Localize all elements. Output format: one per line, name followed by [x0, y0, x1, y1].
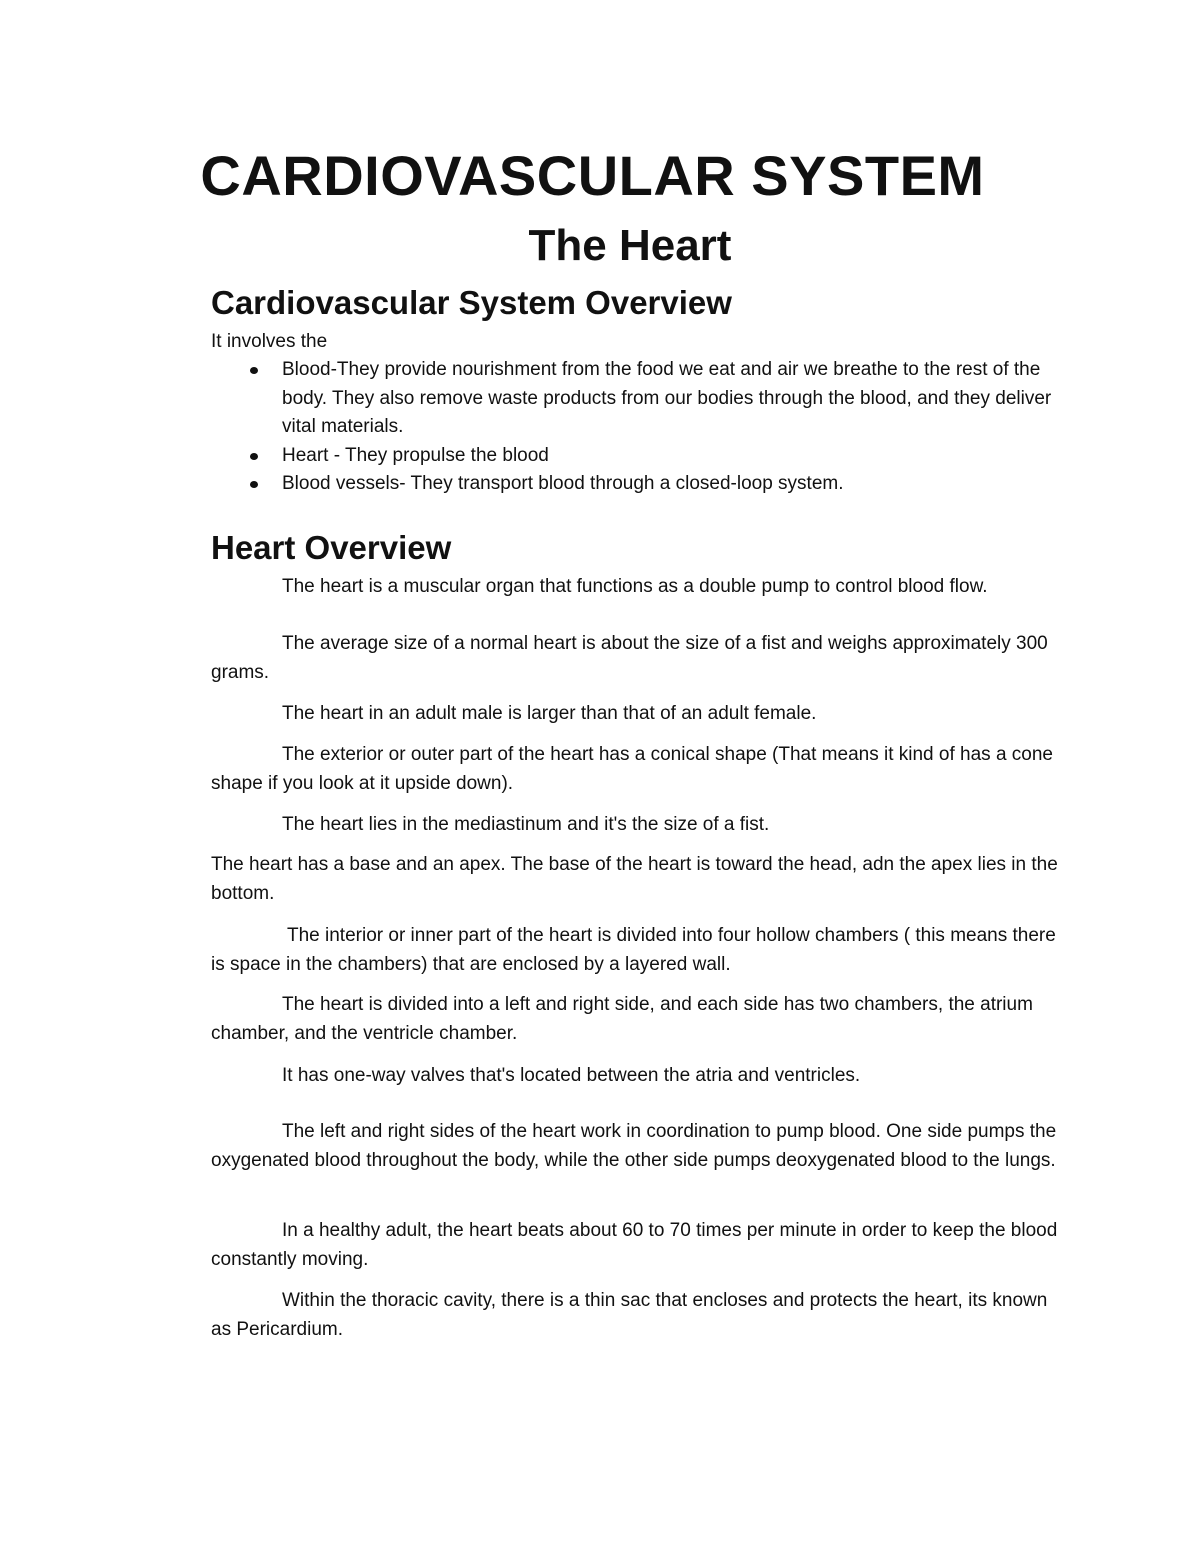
document-title: CARDIOVASCULAR SYSTEM: [200, 144, 985, 207]
bullet-icon: [250, 453, 258, 460]
paragraph: The heart lies in the mediastinum and it's the size of a fist.: [282, 814, 770, 835]
paragraph: The left and right sides of the heart work in coordination to pump blood. One side pumps the oxygenated blood throughout the body, while the other side pumps deoxygenated blood to the lungs.: [211, 1121, 1057, 1171]
paragraph: The heart has a base and an apex. The base of the heart is toward the head, adn the apex lies in the bottom.: [211, 854, 1058, 904]
document-subtitle: The Heart: [528, 221, 732, 270]
paragraph: In a healthy adult, the heart beats about 60 to 70 times per minute in order to keep the blood constantly moving.: [211, 1220, 1058, 1270]
list-item-text: Blood vessels- They transport blood through a closed-loop system.: [282, 473, 844, 494]
list-item-text: Heart - They propulse the blood: [282, 444, 549, 466]
paragraph: The exterior or outer part of the heart has a conical shape (That means it kind of has a cone shape if you look at it upside down).: [211, 744, 1053, 794]
paragraph: It has one-way valves that's located between the atria and ventricles.: [282, 1065, 861, 1086]
bullet-icon: [250, 367, 258, 374]
list-item-text: Blood-They provide nourishment from the food we eat and air we breathe to the rest of the body. They also remove waste products from our bodies through the blood, and they deliver vital materials.: [282, 359, 1052, 437]
list-item: [211, 356, 1071, 442]
list-item: [211, 470, 1071, 499]
paragraph: The heart is divided into a left and right side, and each side has two chambers, the atrium chamber, and the ventricle chamber.: [211, 994, 1033, 1044]
section-heading-overview: Cardiovascular System Overview: [211, 284, 732, 321]
overview-bullet-list: [211, 356, 1071, 499]
paragraph: Within the thoracic cavity, there is a thin sac that encloses and protects the heart, its known as Pericardium.: [211, 1290, 1048, 1340]
section-heading-heart-overview: Heart Overview: [211, 529, 452, 566]
paragraph: The heart in an adult male is larger than that of an adult female.: [282, 703, 817, 724]
paragraph: The average size of a normal heart is about the size of a fist and weighs approximately 300 grams.: [211, 633, 1048, 683]
paragraph: The interior or inner part of the heart is divided into four hollow chambers ( this means there is space in the chambers) that are enclosed by a layered wall.: [211, 925, 1056, 975]
bullet-icon: [250, 481, 258, 488]
overview-intro: It involves the: [211, 331, 328, 352]
list-item: [211, 442, 1071, 471]
paragraph: The heart is a muscular organ that functions as a double pump to control blood flow.: [282, 576, 988, 597]
